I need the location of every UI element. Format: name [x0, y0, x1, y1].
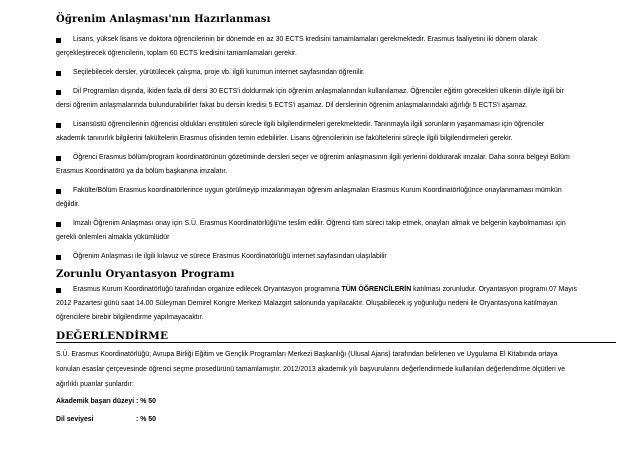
heading-learning-agreement: Öğrenim Anlaşması'nın Hazırlanması: [56, 14, 271, 25]
list-item: Öğrenim Anlaşması ile ilgili kılavuz ve sürece Erasmus Koordinatörlüğü internet sayfasından ulaşılabilir: [56, 250, 616, 264]
orientation-item: Erasmus Kurum Koordinatörlüğü tarafından organize edilecek Oryantasyon programına TÜM ÖĞRENCİLERİN katılması zorunludur. Oryantasyon programı 07 Mayıs 2012 Pazartesi günü saat 14.00 Süleyman Demirel Kongre Merkezi Malazgirt salonunda yapılacaktır. Oluşabilecek iş yoğunluğu nedeni ile Oryantasyona katılmayan öğrencilere birebir bilgilendirme yapılmayacaktır.: [56, 286, 578, 321]
square-bullet-icon: [56, 189, 61, 194]
square-bullet-icon: [56, 288, 61, 293]
learning-agreement-list: [56, 33, 616, 264]
score-list: [56, 393, 616, 429]
list-item: Seçilebilecek dersler, yürütülecek çalışma, proje vb. ilgili kurumun internet sayfasından öğrenilir.: [56, 66, 616, 80]
square-bullet-icon: [56, 123, 61, 128]
heading-evaluation: DEĞERLENDİRME: [56, 330, 169, 342]
square-bullet-icon: [56, 156, 61, 161]
document-body: [56, 14, 616, 429]
square-bullet-icon: [56, 71, 61, 76]
list-item: Lisansüstü öğrencilerinin öğrencisi oldukları enstitüleri sürecle ilgili bilgilendirmeleri gerekmektedir. Tanınmayla ilgili sorunların yaşanmaması için öğrenciler akademik tanınırlık bilgilerini fakültelerin Erasmus ofisinden temin edebilirler. Lisans öğrencilerinin ise fakültelerini süreçle ilgili bilgilendirmeleri gerekir.: [56, 121, 545, 142]
heading-underline: [56, 342, 616, 343]
list-item: İmzalı Öğrenim Anlaşması onay için S.Ü. Erasmus Koordinatörlüğü'ne teslim edilir. Öğrenci tüm süreci takip etmek, onayları almak ve belgenin kaybolmaması için gerekli önlemleri almakla yükümlüdür: [56, 220, 566, 241]
evaluation-paragraph: S.Ü. Erasmus Koordinatörlüğü; Avrupa Birliği Eğitim ve Gençlik Programları Merkezi Başkanlığı (Ulusal Ajans) tarafından belirlenen ve Uygulama El Kitabında ortaya konulan esaslar çerçevesinde öğrenci seçme prosedürünü tamamlamıştır. 2012/2013 akademik yılı başvurularını değerlendirmede kullanılan değerlendirme ölçütleri ve ağırlıklı puanlar şunlardır:: [56, 351, 566, 388]
list-item: Lisans, yüksek lisans ve doktora öğrencilerinin bir dönemde en az 30 ECTS kredisini tamamlamaları gerekmektedir. Erasmus faaliyetini iki dönem olarak gerçekleştirecek öğrencilerin, toplam 60 ECTS kredisini tamamlamaları gerekir.: [56, 36, 538, 57]
square-bullet-icon: [56, 38, 61, 43]
list-item: Fakülte/Bölüm Erasmus koordinatörlerince uygun görülmeyip imzalanmayan öğrenim anlaşmaları Erasmus Kurum Koordinatörlüğünce onaylanmaması mümkün değildir.: [56, 187, 562, 208]
square-bullet-icon: [56, 255, 61, 260]
list-item: Dil Programları dışında, ikiden fazla dil dersi 30 ECTS'i doldurmak için öğrenim anlaşmalarından kullanılamaz. Öğrenciler eğitim görecekleri ülkenin diliyle ilgili bir dersi öğrenim anlaşmalarında bulundurabilirler fakat bu dersin kredisi 5 ECTS'i aşamaz. Dil derslerinin öğrenim anlaşmalarındaki ağırlığı 5 ECTS'i aşamaz.: [56, 88, 564, 109]
square-bullet-icon: [56, 90, 61, 95]
score-row-language: Dil seviyesi : % 50: [56, 416, 156, 423]
score-row-academic: Akademik başarı düzeyi : % 50: [56, 398, 156, 405]
heading-orientation: Zorunlu Oryantasyon Programı: [56, 269, 235, 280]
square-bullet-icon: [56, 222, 61, 227]
list-item: Öğrenci Erasmus bölüm/program koordinatörünün gözetiminde dersleri seçer ve öğrenim anlaşmasının ilgili yerlerini doldurarak imzalar. Daha sonra belgeyi Bölüm Erasmus Koordinatörü ya da bölüm başkanına imzalatır.: [56, 154, 570, 175]
